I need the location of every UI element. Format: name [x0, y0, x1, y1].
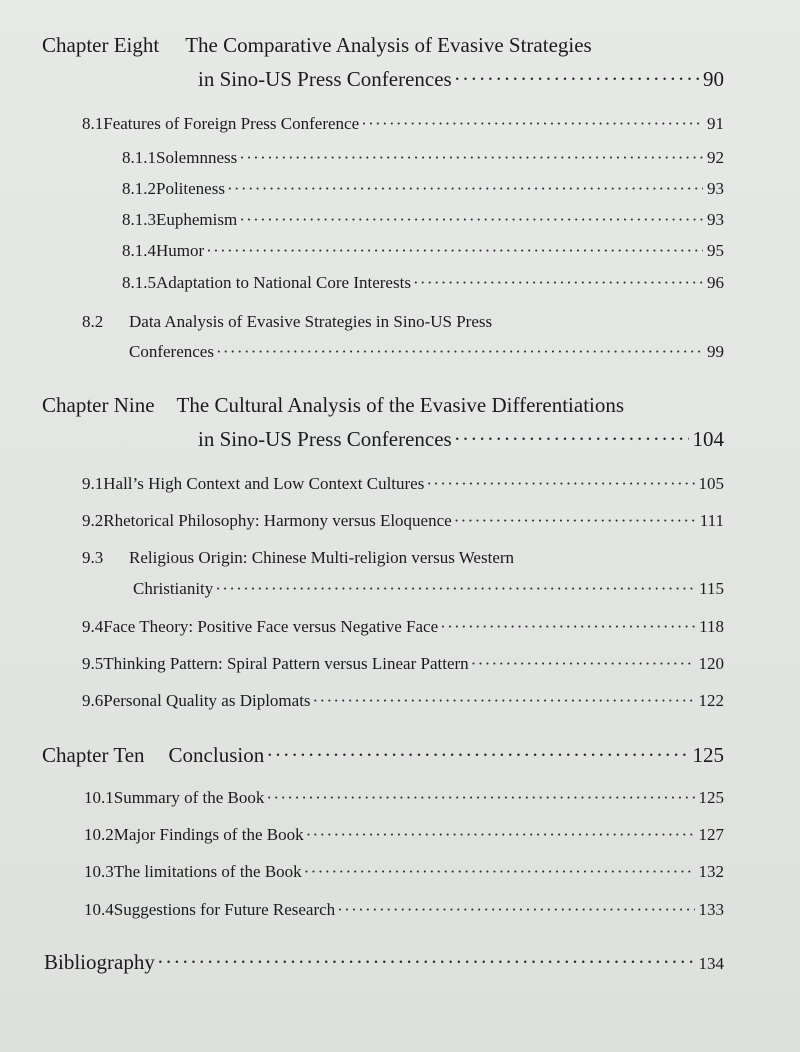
chapter-eight-heading [42, 33, 702, 58]
toc-entry-chapter-nine[interactable] [198, 427, 724, 452]
page-number: 105 [698, 474, 724, 493]
chapter-label: Chapter Nine [42, 393, 155, 417]
section-number: 9.1 [82, 474, 104, 493]
section-title: The limitations of the Book [113, 862, 302, 881]
dot-leader [157, 950, 695, 975]
section-title: Politeness [156, 179, 225, 198]
toc-entry-9-6[interactable] [82, 691, 724, 711]
dot-leader [304, 862, 695, 882]
section-number: 8.1.4 [122, 241, 156, 260]
toc-entry-9-5[interactable] [82, 654, 724, 674]
section-number: 9.4 [82, 617, 104, 636]
section-title-line-1: Religious Origin: Chinese Multi-religion versus Western [129, 548, 515, 567]
page-number: 134 [698, 954, 724, 973]
toc-entry-bibliography[interactable] [44, 950, 724, 975]
section-title: Major Findings of the Book [113, 825, 304, 844]
section-title: Euphemism [156, 210, 238, 229]
toc-entry-9-1[interactable] [82, 474, 724, 494]
chapter-title: Conclusion [168, 743, 265, 767]
toc-entry-chapter-ten[interactable] [42, 743, 724, 768]
section-title: Suggestions for Future Research [113, 900, 336, 919]
toc-entry-8-1[interactable] [82, 114, 724, 134]
dot-leader [239, 148, 703, 168]
section-number: 9.6 [82, 691, 104, 710]
toc-entry-8-2-line-2[interactable] [129, 342, 724, 362]
dot-leader [266, 743, 688, 768]
section-title: Thinking Pattern: Spiral Pattern versus Linear Pattern [103, 654, 469, 673]
toc-entry-9-3-line-1[interactable] [82, 548, 724, 568]
section-title-line-1: Data Analysis of Evasive Strategies in Sino-US Press [129, 312, 493, 331]
section-number: 9.2 [82, 511, 104, 530]
chapter-label: Chapter Eight [42, 33, 160, 57]
dot-leader [216, 342, 703, 362]
chapter-title-line-2: in Sino-US Press Conferences [198, 427, 452, 451]
page-number: 91 [707, 114, 724, 133]
section-number: 8.1.2 [122, 179, 156, 198]
toc-entry-8-1-3[interactable] [122, 210, 724, 230]
page-number: 111 [699, 511, 724, 530]
bibliography-title: Bibliography [44, 950, 155, 974]
page-number: 132 [698, 862, 724, 881]
page-number: 95 [707, 241, 724, 260]
page-number: 92 [707, 148, 724, 167]
chapter-title-line-1: The Comparative Analysis of Evasive Strategies [185, 33, 592, 57]
toc-entry-9-3-line-2[interactable] [133, 579, 724, 599]
toc-entry-9-2[interactable] [82, 511, 724, 531]
page-number: 96 [707, 273, 724, 292]
dot-leader [266, 788, 694, 808]
dot-leader [215, 579, 695, 599]
section-title: Humor [156, 241, 205, 260]
page-number: 120 [698, 654, 724, 673]
toc-entry-9-4[interactable] [82, 617, 724, 637]
dot-leader [337, 900, 694, 920]
dot-leader [471, 654, 695, 674]
dot-leader [454, 427, 689, 452]
page-number: 115 [699, 579, 724, 598]
section-title-line-2: Conferences [129, 342, 214, 361]
chapter-title-line-1: The Cultural Analysis of the Evasive Differentiations [176, 393, 625, 417]
toc-entry-10-3[interactable] [84, 862, 724, 882]
section-number: 8.2 [82, 312, 104, 331]
toc-entry-8-1-4[interactable] [122, 241, 724, 261]
dot-leader [361, 114, 703, 134]
section-title: Face Theory: Positive Face versus Negative Face [103, 617, 439, 636]
section-title: Rhetorical Philosophy: Harmony versus Eloquence [103, 511, 452, 530]
page-number: 93 [707, 179, 724, 198]
section-number: 9.3 [82, 548, 104, 567]
dot-leader [306, 825, 695, 845]
section-number: 8.1.3 [122, 210, 156, 229]
page-number: 93 [707, 210, 724, 229]
toc-entry-10-4[interactable] [84, 900, 724, 920]
toc-entry-8-2-line-1[interactable] [82, 312, 724, 332]
section-number: 10.2 [84, 825, 114, 844]
section-number: 9.5 [82, 654, 104, 673]
toc-entry-10-1[interactable] [84, 788, 724, 808]
section-number: 10.1 [84, 788, 114, 807]
chapter-nine-heading [42, 393, 722, 418]
dot-leader [426, 474, 694, 494]
section-title: Features of Foreign Press Conference [103, 114, 360, 133]
toc-entry-8-1-2[interactable] [122, 179, 724, 199]
page-number: 127 [698, 825, 724, 844]
section-number: 10.4 [84, 900, 114, 919]
section-title: Personal Quality as Diplomats [103, 691, 311, 710]
section-number: 8.1.5 [122, 273, 156, 292]
section-number: 10.3 [84, 862, 114, 881]
chapter-label: Chapter Ten [42, 743, 145, 767]
section-title: Summary of the Book [113, 788, 265, 807]
page-number: 118 [699, 617, 724, 636]
dot-leader [413, 273, 703, 293]
page-number: 104 [692, 427, 724, 451]
section-title: Hall’s High Context and Low Context Cultures [103, 474, 425, 493]
page-number: 122 [698, 691, 724, 710]
dot-leader [313, 691, 695, 711]
section-number: 8.1 [82, 114, 104, 133]
toc-entry-10-2[interactable] [84, 825, 724, 845]
dot-leader [454, 67, 699, 92]
toc-entry-8-1-1[interactable] [122, 148, 724, 168]
page-number: 125 [692, 743, 724, 767]
section-title: Solemnness [156, 148, 238, 167]
toc-entry-8-1-5[interactable] [122, 273, 724, 293]
section-title: Adaptation to National Core Interests [156, 273, 411, 292]
toc-entry-chapter-eight[interactable] [198, 67, 724, 92]
page-number: 125 [698, 788, 724, 807]
page-number: 99 [707, 342, 724, 361]
page-number: 133 [698, 900, 724, 919]
page-number: 90 [703, 67, 724, 91]
dot-leader [440, 617, 695, 637]
dot-leader [206, 241, 703, 261]
dot-leader [239, 210, 703, 230]
dot-leader [227, 179, 703, 199]
section-title-line-2: Christianity [133, 579, 214, 598]
section-number: 8.1.1 [122, 148, 156, 167]
dot-leader [454, 511, 696, 531]
chapter-title-line-2: in Sino-US Press Conferences [198, 67, 452, 91]
